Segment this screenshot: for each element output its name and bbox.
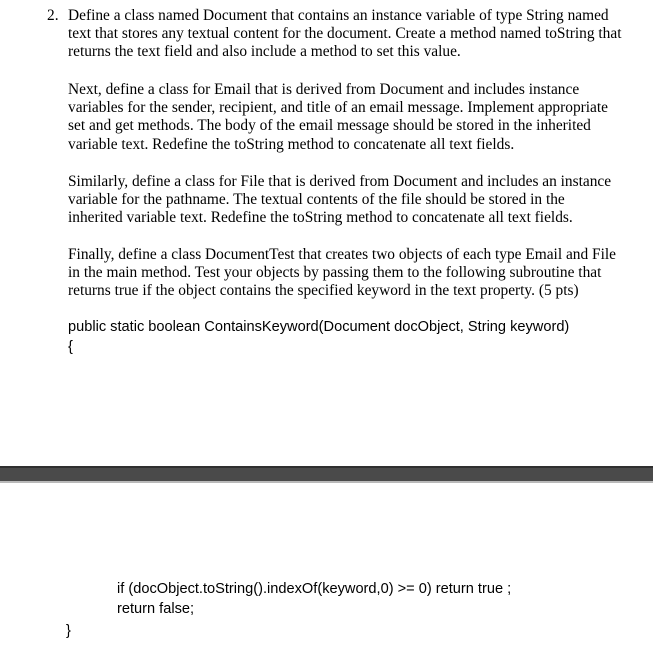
method-signature: public static boolean ContainsKeyword(Document docObject, String keyword) [68,319,570,335]
text-line: Similarly, define a class for File that is derived from Document and includes an instance [68,173,612,190]
code-line-return-false: return false; [117,601,195,617]
text-line: returns true if the object contains the specified keyword in the text property. (5 pts) [68,282,579,300]
text-line: Finally, define a class DocumentTest that creates two objects of each type Email and File [68,246,616,263]
text-line: variables for the sender, recipient, and title of an email message. Implement appropriate [68,99,608,117]
text-line: text that stores any textual content for the document. Create a method named toString that [68,25,622,43]
paragraph-email-class [68,81,650,154]
text-line: in the main method. Test your objects by passing them to the following subroutine that [68,264,602,282]
paragraph-file-class [68,173,650,228]
text-line: inherited variable text. Redefine the toString method to concatenate all text fields. [68,209,573,227]
text-line: Next, define a class for Email that is derived from Document and includes instance [68,81,580,98]
code-line-return-true: if (docObject.toString().indexOf(keyword,0) >= 0) return true ; [117,581,512,597]
page-divider [0,466,653,481]
text-line: variable for the pathname. The textual contents of the file should be stored in the [68,191,565,209]
question-number: 2. [47,7,59,24]
text-line: returns the text field and also include a method to set this value. [68,43,461,61]
paragraph-document-class [68,7,650,62]
page-divider-edge [0,481,653,483]
open-brace: { [68,339,73,355]
text-line: set and get methods. The body of the email message should be stored in the inherited [68,117,591,135]
text-line: variable text. Redefine the toString method to concatenate all text fields. [68,135,515,153]
paragraph-documenttest-class [68,246,650,301]
text-line: Define a class named Document that contains an instance variable of type String named [68,7,609,24]
close-brace: } [66,623,71,639]
